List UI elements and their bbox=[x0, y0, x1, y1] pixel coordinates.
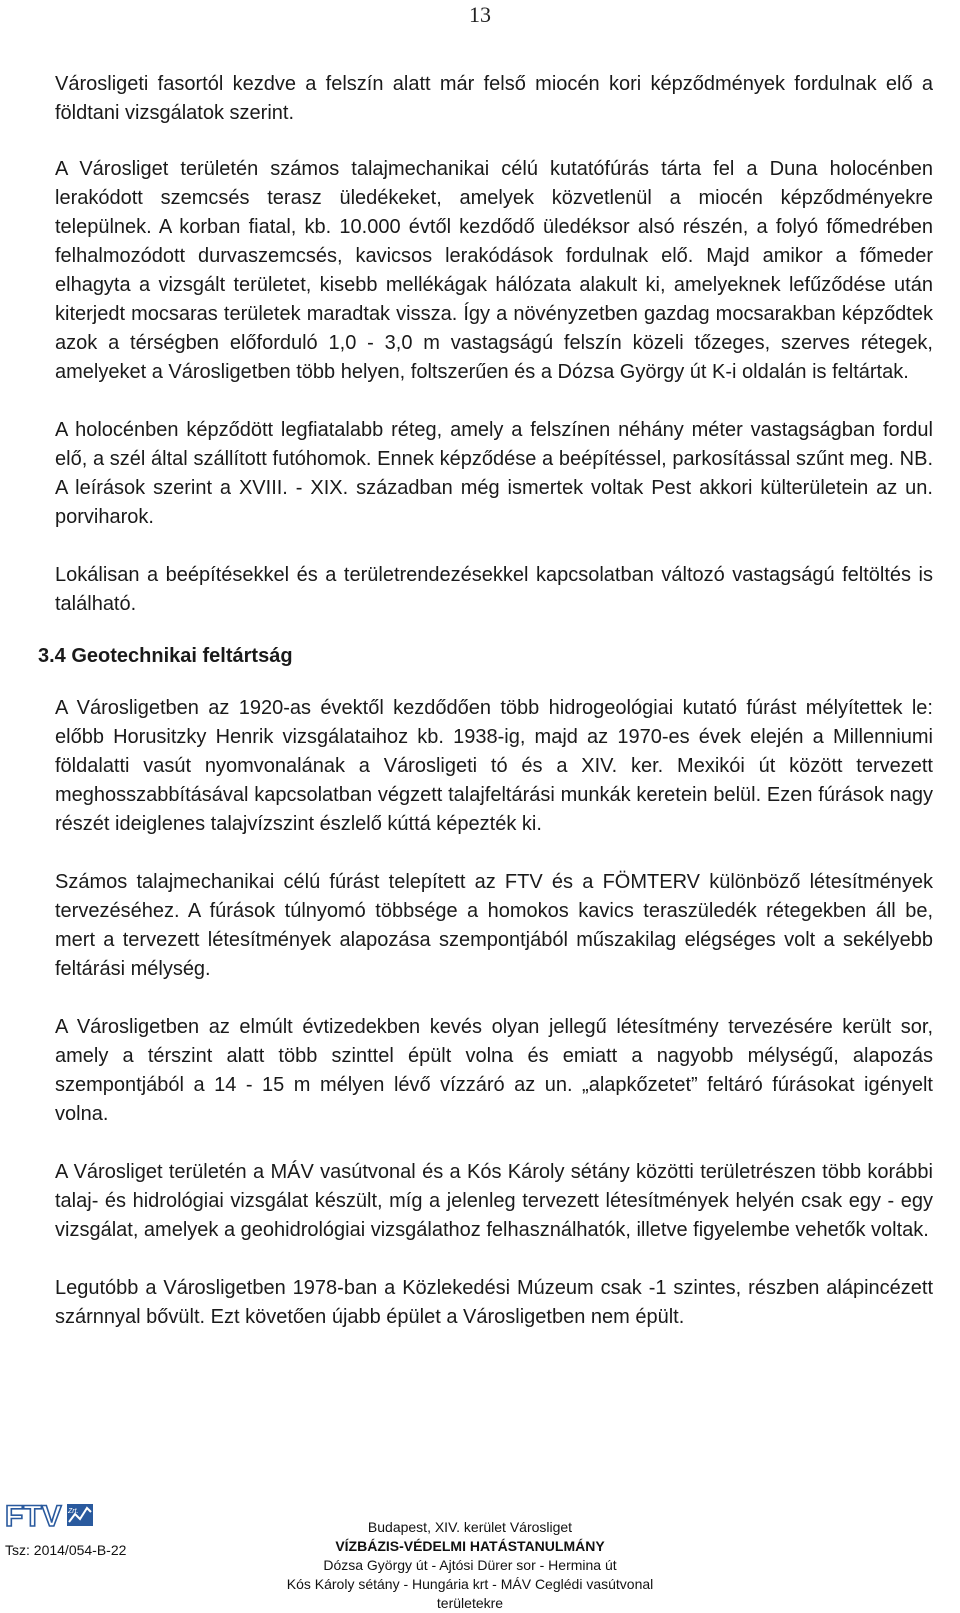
footer-line-location: Budapest, XIV. kerület Városliget bbox=[367, 1519, 573, 1535]
paragraph-3: A holocénben képződött legfiatalabb réteg, amely a felszínen néhány méter vastagságban fordul elő, a szél által szállított futóhomok. Ennek képződése a beépítéssel, parkosítással szűnt meg. NB. A leírások szerint a XVIII. - XIX. században még ismertek voltak Pest akkori külterületein az un. porviharok. bbox=[55, 419, 933, 528]
paragraph-6: Számos talajmechanikai célú fúrást telepített az FTV és a FÖMTERV különböző létesítmények tervezéséhez. A fúrások túlnyomó többsége a homokos kavics teraszüledék rétegekben áll be, mert a tervezett létesítmények alapozása szempontjából műszakilag elégséges volt a sekélyebb feltárási mélység. bbox=[55, 871, 933, 980]
paragraph-7: A Városligetben az elmúlt évtizedekben kevés olyan jellegű létesítmény tervezésére került sor, amely a térszint alatt több szinttel épült volna és emiatt a nagyobb mélységű, alapozás szempontjából a 14 - 15 m mélyen lévő vízzáró az un. „alapkőzetet” feltáró fúrásokat igényelt volna. bbox=[55, 1016, 933, 1125]
page-number: 13 bbox=[469, 2, 491, 27]
page-footer bbox=[0, 1500, 960, 1613]
footer-line-streets-2: Kós Károly sétány - Hungária krt - MÁV Ceglédi vasútvonal bbox=[286, 1576, 654, 1592]
document-body bbox=[38, 70, 933, 1332]
paragraph-4: Lokálisan a beépítésekkel és a területrendezésekkel kapcsolatban változó vastagságú feltöltés is található. bbox=[55, 564, 933, 615]
ftv-logo bbox=[5, 1500, 97, 1530]
paragraph-1: Városligeti fasortól kezdve a felszín alatt már felső miocén kori képződmények fordulnak elő a földtani vizsgálatok szerint. bbox=[55, 73, 933, 124]
document-code: Tsz: 2014/054-B-22 bbox=[5, 1542, 127, 1558]
paragraph-9: Legutóbb a Városligetben 1978-ban a Közlekedési Múzeum csak -1 szintes, részben alápincézett szárnnyal bővült. Ezt követően újabb épület a Városligetben nem épült. bbox=[55, 1277, 933, 1328]
footer-title-block bbox=[230, 1518, 710, 1613]
paragraph-8: A Városliget területén a MÁV vasútvonal és a Kós Károly sétány közötti területrészen több korábbi talaj- és hidrológiai vizsgálat készült, míg a jelenleg tervezett létesítmények helyén csak egy - egy vizsgálat, amelyek a geohidrológiai vizsgálathoz felhasználhatók, illetve figyelembe vehetők voltak. bbox=[55, 1161, 933, 1241]
footer-line-title: VÍZBÁZIS-VÉDELMI HATÁSTANULMÁNY bbox=[335, 1538, 605, 1554]
paragraph-5: A Városligetben az 1920-as évektől kezdődően több hidrogeológiai kutató fúrást mélyítettek le: előbb Horusitzky Henrik vizsgálataihoz kb. 1938-ig, majd az 1970-es évek elején a Millenniumi földalatti vasút nyomvonalának a Városligeti tó és a XIV. ker. Mexikói út között tervezett meghosszabbításával kapcsolatban végzett talajfeltárási munkák keretein belül. Ezen fúrások nagy részét ideiglenes talajvízszint észlelő kúttá képezték ki. bbox=[55, 697, 933, 835]
svg-text:FTV: FTV bbox=[5, 1500, 62, 1530]
footer-line-areas: területekre bbox=[436, 1595, 504, 1611]
footer-line-streets: Dózsa György út - Ajtósi Dürer sor - Hermina út bbox=[323, 1557, 617, 1573]
paragraph-2: A Városliget területén számos talajmechanikai célú kutatófúrás tárta fel a Duna holocénben lerakódott szemcsés terasz üledékeket, amelyek közvetlenül a miocén képződményekre települnek. A korban fiatal, kb. 10.000 évtől kezdődő üledéksor alsó részén, a folyó főmedrében felhalmozódott durvaszemcsés, kavicsos lerakódások fordulnak elő. Majd amikor a főmeder elhagyta a vizsgált területet, kisebb mellékágak hálózata alakult ki, amelyeknek lefűződése után kiterjedt mocsaras területek maradtak vissza. Így a növényzetben gazdag mocsarakban képződtek azok a térségben előforduló 1,0 - 3,0 m vastagságú felszín közeli tőzeges, szerves rétegek, amelyeket a Városligetben több helyen, foltszerűen és a Dózsa György út K-i oldalán is feltártak. bbox=[55, 158, 933, 383]
section-heading: 3.4 Geotechnikai feltártság bbox=[38, 645, 293, 667]
svg-text:Zrt.: Zrt. bbox=[68, 1508, 79, 1515]
